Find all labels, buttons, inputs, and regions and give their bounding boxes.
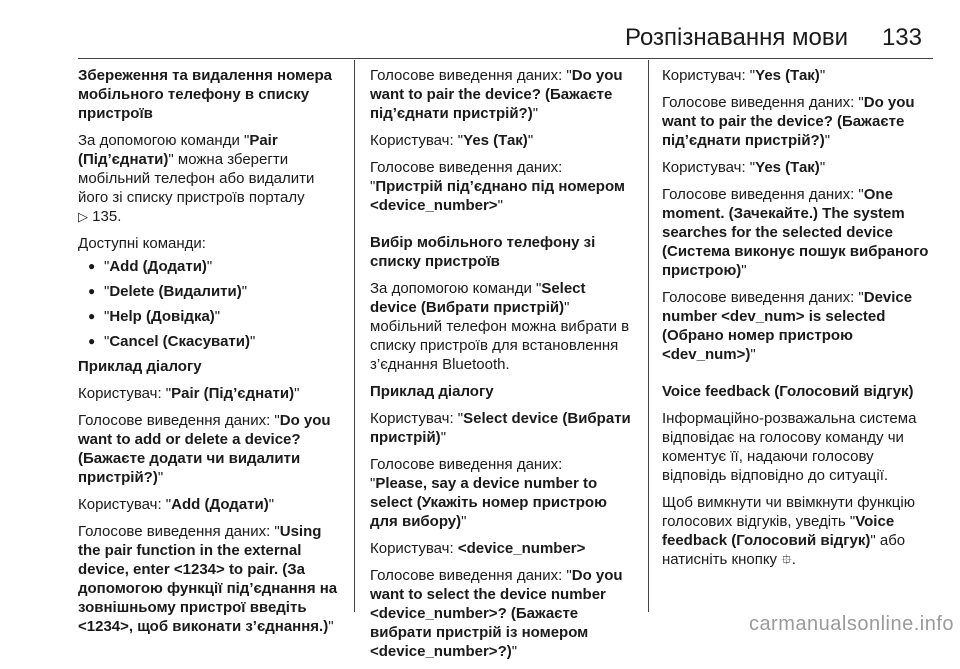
command-text: Pair (Під’єднати) xyxy=(78,132,278,168)
list-item: ● "Cancel (Скасувати)" xyxy=(88,332,348,351)
example-heading: Приклад діалогу xyxy=(78,358,202,375)
list-item: ● "Help (Довідка)" xyxy=(88,307,348,326)
paragraph: За допомогою команди "Select device (Вибрати пристрій)" мобільний телефон можна вибрати в списку пристроїв для встановлення з’єднання Bluetooth. xyxy=(370,280,630,373)
section-heading: Збереження та видалення номера мобільного телефону в списку пристроїв xyxy=(78,67,332,122)
page-number: 133 xyxy=(881,24,922,51)
watermark: carmanualsonline.info xyxy=(748,613,954,635)
paragraph: За допомогою команди "Pair (Під’єднати)" можна зберегти мобільний телефон або видалити його зі списку пристроїв порталу ▷ 135. xyxy=(78,132,315,225)
paragraph: Інформаційно-розважальна система відповідає на голосову команду чи коментує її, надаючи голосову відповідь відповідно до ситуації. xyxy=(662,410,917,484)
dialog-line: Користувач: "Yes (Так)" xyxy=(370,132,534,149)
dialog-line: Голосове виведення даних: "Do you want to add or delete a device? (Бажаєте додати чи видалити пристрій?)" xyxy=(78,412,331,486)
dialog-line: Користувач: "Add (Додати)" xyxy=(78,496,275,513)
dialog-line: Голосове виведення даних: "Пристрій під’єднано під номером <device_number>" xyxy=(370,159,626,214)
dialog-line: Голосове виведення даних: "Do you want to select the device number <device_number>? (Бажаєте вибрати пристрій із номером <device_number>?)" xyxy=(370,567,623,660)
command-text: Voice feedback (Голосовий відгук) xyxy=(662,513,895,549)
dialog-line: Голосове виведення даних: "Do you want to pair the device? (Бажаєте під’єднати пристрій?)" xyxy=(662,94,915,149)
page-title: Розпізнавання мови xyxy=(625,24,848,51)
commands-list xyxy=(78,257,348,351)
paragraph: Щоб вимкнути чи ввімкнути функцію голосових відгуків, уведіть "Voice feedback (Голосовий відгук)" або натисніть кнопку ⯐. xyxy=(662,494,915,568)
arrow-right-icon: ▷ xyxy=(78,209,88,224)
page-reference: 135. xyxy=(92,208,122,225)
list-item: ● "Add (Додати)" xyxy=(88,257,348,276)
dialog-line: Голосове виведення даних: "Using the pair function in the external device, enter <1234> to pair. (За допомогою функції під’єднання на зовнішньому пристрої введіть <1234>, щоб виконати з’єднання.)" xyxy=(78,523,338,635)
column-1 xyxy=(78,66,348,644)
example-heading: Приклад діалогу xyxy=(370,383,494,400)
dialog-line: Користувач: <device_number> xyxy=(370,540,586,557)
column-3 xyxy=(662,66,934,577)
section-heading: Вибір мобільного телефону зі списку пристроїв xyxy=(370,234,596,270)
page-header xyxy=(0,0,960,62)
command-text: Select device (Вибрати пристрій) xyxy=(370,280,586,316)
column-divider xyxy=(648,60,649,612)
dialog-line: Голосове виведення даних: "Do you want to pair the device? (Бажаєте під’єднати пристрій?)" xyxy=(370,67,623,122)
section-heading: Voice feedback (Голосовий відгук) xyxy=(662,383,914,400)
commands-label: Доступні команди: xyxy=(78,235,206,252)
list-item: ● "Delete (Видалити)" xyxy=(88,282,348,301)
column-divider xyxy=(354,60,355,612)
dialog-line: Голосове виведення даних: "Device number <dev_num> is selected (Обрано номер пристрою <dev_num>)" xyxy=(662,289,913,363)
dialog-line: Голосове виведення даних: "Please, say a device number to select (Укажіть номер пристрою для вибору)" xyxy=(370,456,607,530)
dialog-line: Користувач: "Select device (Вибрати пристрій)" xyxy=(370,410,631,446)
header-divider xyxy=(78,58,933,59)
dialog-line: Користувач: "Yes (Так)" xyxy=(662,159,826,176)
column-2 xyxy=(370,66,634,669)
dialog-line: Користувач: "Yes (Так)" xyxy=(662,67,826,84)
dialog-line: Голосове виведення даних: "One moment. (Зачекайте.) The system searches for the selected device (Система виконує пошук вибраного пристрою)" xyxy=(662,186,929,279)
dialog-line: Користувач: "Pair (Під’єднати)" xyxy=(78,385,300,402)
voice-command-icon: ⯐ xyxy=(781,551,792,567)
